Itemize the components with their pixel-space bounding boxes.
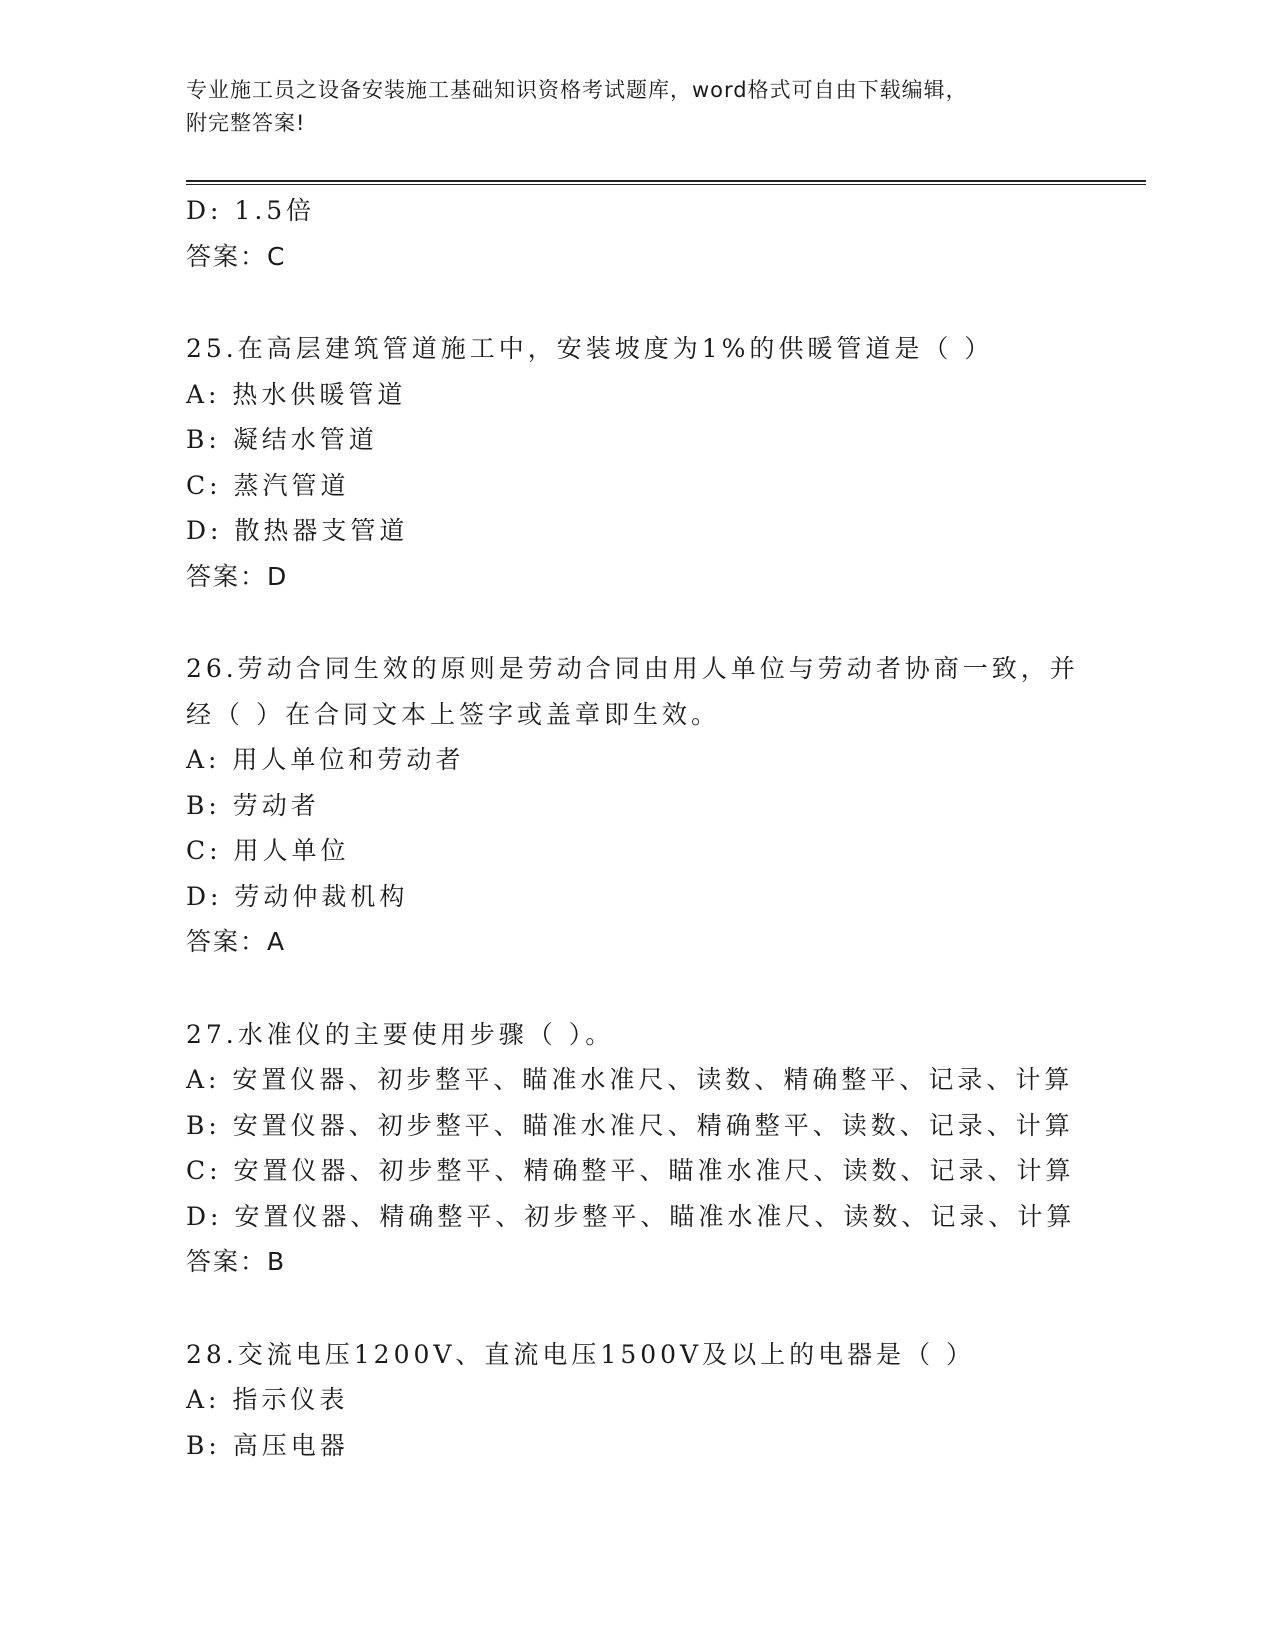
document-header bbox=[186, 74, 1076, 140]
header-title-line-1: 专业施工员之设备安装施工基础知识资格考试题库，word格式可自由下载编辑， bbox=[186, 78, 968, 102]
option-c: C: 用人单位 bbox=[186, 836, 350, 865]
option-b: B: 劳动者 bbox=[186, 790, 320, 820]
option-b: B: 高压电器 bbox=[186, 1430, 349, 1460]
question-24-tail bbox=[186, 188, 1146, 279]
question-text: 25.在高层建筑管道施工中，安装坡度为1%的供暖管道是（ ） bbox=[186, 334, 994, 363]
option-d: D: 1.5倍 bbox=[186, 196, 316, 225]
question-text: 27.水准仪的主要使用步骤（ ）。 bbox=[186, 1019, 615, 1049]
question-text-line-1: 26.劳动合同生效的原则是劳动合同由用人单位与劳动者协商一致，并 bbox=[186, 654, 1079, 683]
option-d: D: 散热器支管道 bbox=[186, 516, 409, 545]
question-text: 28.交流电压1200V、直流电压1500V及以上的电器是（ ） bbox=[186, 1339, 976, 1369]
option-b: B: 安置仪器、初步整平、瞄准水准尺、精确整平、读数、记录、计算 bbox=[186, 1110, 1074, 1140]
answer: 答案：C bbox=[186, 241, 287, 271]
option-a: A: 热水供暖管道 bbox=[186, 379, 407, 409]
question-26 bbox=[186, 646, 1146, 965]
question-text-line-2: 经（ ）在合同文本上签字或盖章即生效。 bbox=[186, 699, 720, 729]
answer: 答案：A bbox=[186, 927, 287, 956]
option-c: C: 蒸汽管道 bbox=[186, 470, 350, 500]
question-27 bbox=[186, 1012, 1146, 1285]
option-a: A: 用人单位和劳动者 bbox=[186, 745, 465, 774]
header-divider bbox=[186, 180, 1146, 182]
option-a: A: 指示仪表 bbox=[186, 1385, 349, 1414]
option-b: B: 凝结水管道 bbox=[186, 425, 378, 454]
header-title-line-2: 附完整答案! bbox=[186, 111, 306, 135]
option-a: A: 安置仪器、初步整平、瞄准水准尺、读数、精确整平、记录、计算 bbox=[186, 1065, 1074, 1094]
header-divider-thin bbox=[186, 184, 1146, 185]
option-d: D: 劳动仲裁机构 bbox=[186, 881, 409, 911]
answer: 答案：B bbox=[186, 1247, 287, 1276]
option-d: D: 安置仪器、精确整平、初步整平、瞄准水准尺、读数、记录、计算 bbox=[186, 1201, 1076, 1231]
question-list bbox=[186, 188, 1146, 1468]
question-25 bbox=[186, 326, 1146, 599]
question-28 bbox=[186, 1332, 1146, 1469]
option-c: C: 安置仪器、初步整平、精确整平、瞄准水准尺、读数、记录、计算 bbox=[186, 1156, 1075, 1185]
answer: 答案：D bbox=[186, 561, 289, 591]
